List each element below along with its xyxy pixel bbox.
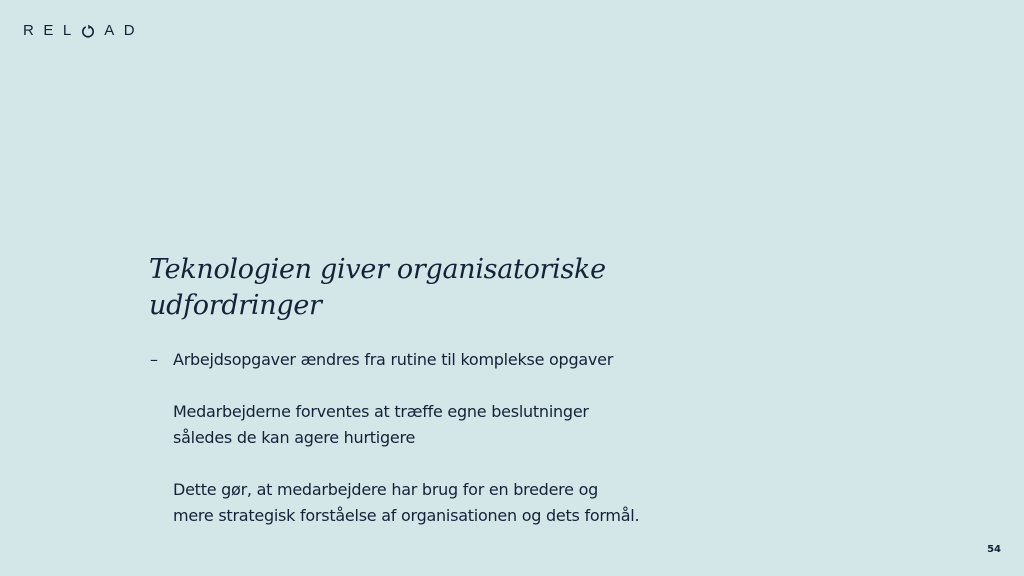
logo-letter-l: L bbox=[62, 22, 72, 39]
paragraph-1-line-2: således de kan agere hurtigere bbox=[173, 428, 416, 447]
bullet-dash: – bbox=[150, 350, 158, 369]
paragraph-2-line-1: Dette gør, at medarbejdere har brug for en bredere og bbox=[173, 480, 599, 499]
logo-letter-r: R bbox=[23, 22, 34, 39]
paragraph-1-line-1: Medarbejderne forventes at træffe egne beslutninger bbox=[173, 402, 589, 421]
paragraph-2 bbox=[173, 477, 770, 529]
bullet-text: Arbejdsopgaver ændres fra rutine til komplekse opgaver bbox=[173, 350, 614, 369]
slide-title-line-2: udfordringer bbox=[149, 290, 322, 321]
slide-title-line-1: Teknologien giver organisatoriske bbox=[149, 254, 606, 285]
slide-body bbox=[150, 347, 770, 529]
paragraph-1 bbox=[173, 399, 770, 451]
logo-letter-d: D bbox=[123, 22, 135, 39]
logo-letter-a: A bbox=[104, 22, 115, 39]
page-number: 54 bbox=[987, 544, 1001, 555]
reload-circular-arrow-icon bbox=[81, 24, 95, 38]
paragraph-2-line-2: mere strategisk forståelse af organisationen og dets formål. bbox=[173, 506, 640, 525]
reload-logo bbox=[23, 22, 144, 40]
logo-letter-e: E bbox=[43, 22, 54, 39]
slide-title bbox=[149, 252, 769, 324]
bullet-item bbox=[150, 347, 770, 373]
